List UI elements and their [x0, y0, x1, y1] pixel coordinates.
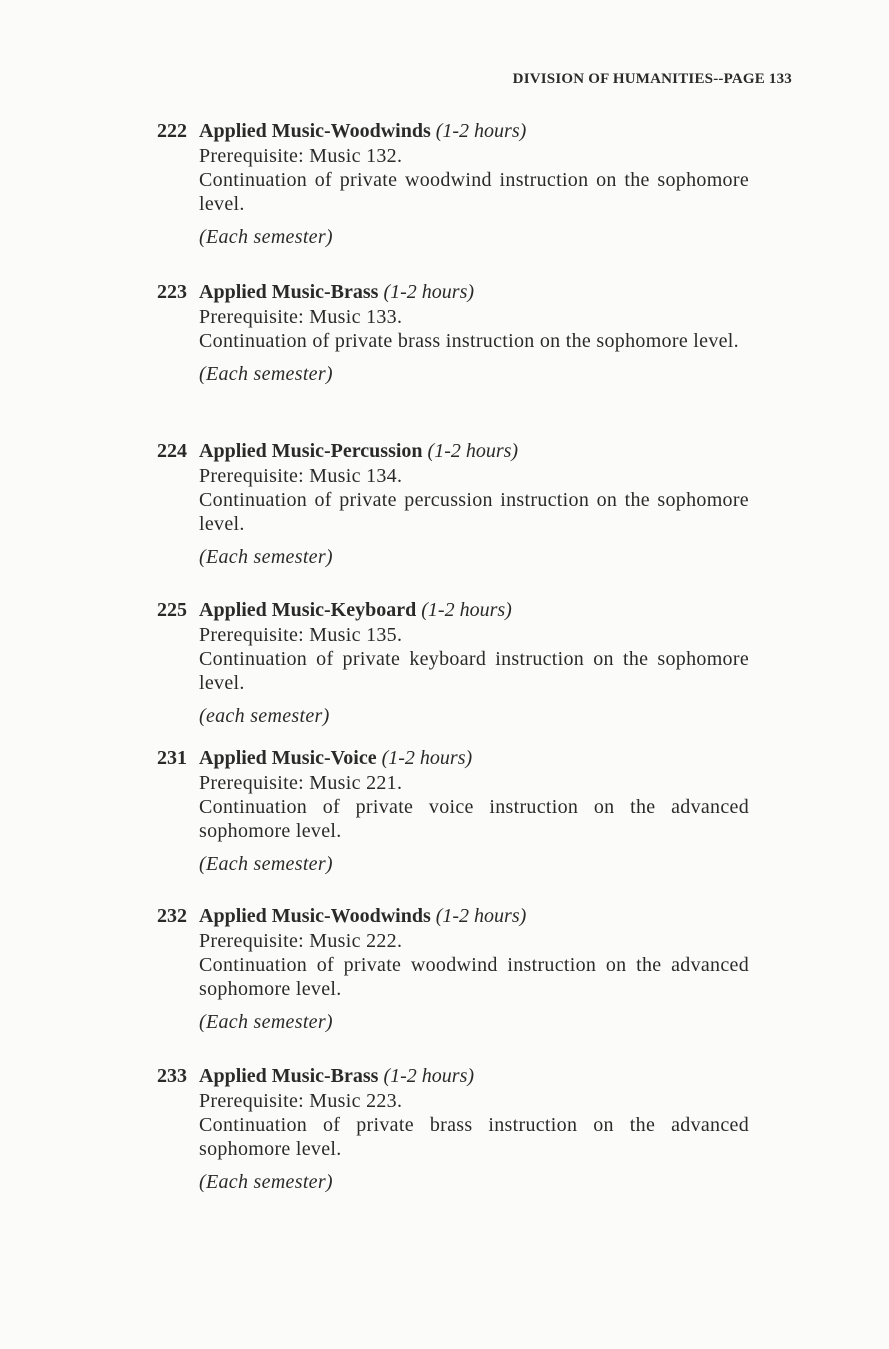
course-entry	[157, 1063, 757, 1194]
course-offered: (Each semester)	[199, 546, 333, 568]
course-prerequisite: Prerequisite: Music 134.	[199, 465, 403, 487]
course-entry	[157, 597, 757, 728]
course-entry	[157, 118, 757, 249]
course-offered: (Each semester)	[199, 853, 333, 875]
course-title: Applied Music-Brass	[199, 1065, 379, 1087]
course-prerequisite: Prerequisite: Music 223.	[199, 1090, 403, 1112]
course-number: 233	[157, 1065, 187, 1087]
course-offered: (each semester)	[199, 705, 330, 727]
course-body	[199, 623, 749, 728]
course-heading	[157, 1063, 757, 1089]
course-hours: (1-2 hours)	[435, 120, 527, 142]
course-heading	[157, 279, 757, 305]
course-body	[199, 144, 749, 249]
course-description: Continuation of private percussion instruction on the sophomore level.	[199, 489, 749, 535]
course-body	[199, 771, 749, 876]
course-body	[199, 1089, 749, 1194]
course-number: 232	[157, 905, 187, 927]
course-description: Continuation of private woodwind instruction on the sophomore level.	[199, 169, 749, 215]
course-body	[199, 464, 749, 569]
course-description: Continuation of private keyboard instruction on the sophomore level.	[199, 648, 749, 694]
course-entry	[157, 745, 757, 876]
course-title: Applied Music-Percussion	[199, 440, 423, 462]
course-title: Applied Music-Brass	[199, 281, 379, 303]
course-offered: (Each semester)	[199, 1171, 333, 1193]
course-body	[199, 929, 749, 1034]
course-title: Applied Music-Keyboard	[199, 599, 417, 621]
course-offered: (Each semester)	[199, 363, 333, 385]
course-description: Continuation of private voice instruction on the advanced sophomore level.	[199, 796, 749, 842]
course-offered: (Each semester)	[199, 1011, 333, 1033]
course-entry	[157, 438, 757, 569]
course-title: Applied Music-Woodwinds	[199, 905, 431, 927]
course-hours: (1-2 hours)	[421, 599, 512, 621]
course-description: Continuation of private brass instruction on the sophomore level.	[199, 330, 739, 352]
course-description: Continuation of private brass instruction on the advanced sophomore level.	[199, 1114, 749, 1160]
course-entry	[157, 279, 757, 386]
course-heading	[157, 438, 757, 464]
course-number: 223	[157, 281, 187, 303]
course-prerequisite: Prerequisite: Music 135.	[199, 624, 403, 646]
course-heading	[157, 903, 757, 929]
course-prerequisite: Prerequisite: Music 222.	[199, 930, 403, 952]
course-body	[199, 305, 749, 386]
course-entry	[157, 903, 757, 1034]
course-number: 225	[157, 599, 187, 621]
course-heading	[157, 597, 757, 623]
course-number: 224	[157, 440, 187, 462]
course-number: 231	[157, 747, 187, 769]
page-header: DIVISION OF HUMANITIES--PAGE 133	[512, 71, 792, 87]
course-prerequisite: Prerequisite: Music 132.	[199, 145, 403, 167]
course-hours: (1-2 hours)	[435, 905, 527, 927]
course-prerequisite: Prerequisite: Music 221.	[199, 772, 403, 794]
course-description: Continuation of private woodwind instruction on the advanced sophomore level.	[199, 954, 749, 1000]
course-hours: (1-2 hours)	[383, 1065, 475, 1087]
course-prerequisite: Prerequisite: Music 133.	[199, 306, 403, 328]
course-hours: (1-2 hours)	[427, 440, 519, 462]
course-hours: (1-2 hours)	[381, 747, 473, 769]
course-offered: (Each semester)	[199, 226, 333, 248]
course-heading	[157, 745, 757, 771]
course-title: Applied Music-Woodwinds	[199, 120, 431, 142]
course-title: Applied Music-Voice	[199, 747, 377, 769]
course-hours: (1-2 hours)	[383, 281, 475, 303]
course-heading	[157, 118, 757, 144]
course-number: 222	[157, 120, 187, 142]
